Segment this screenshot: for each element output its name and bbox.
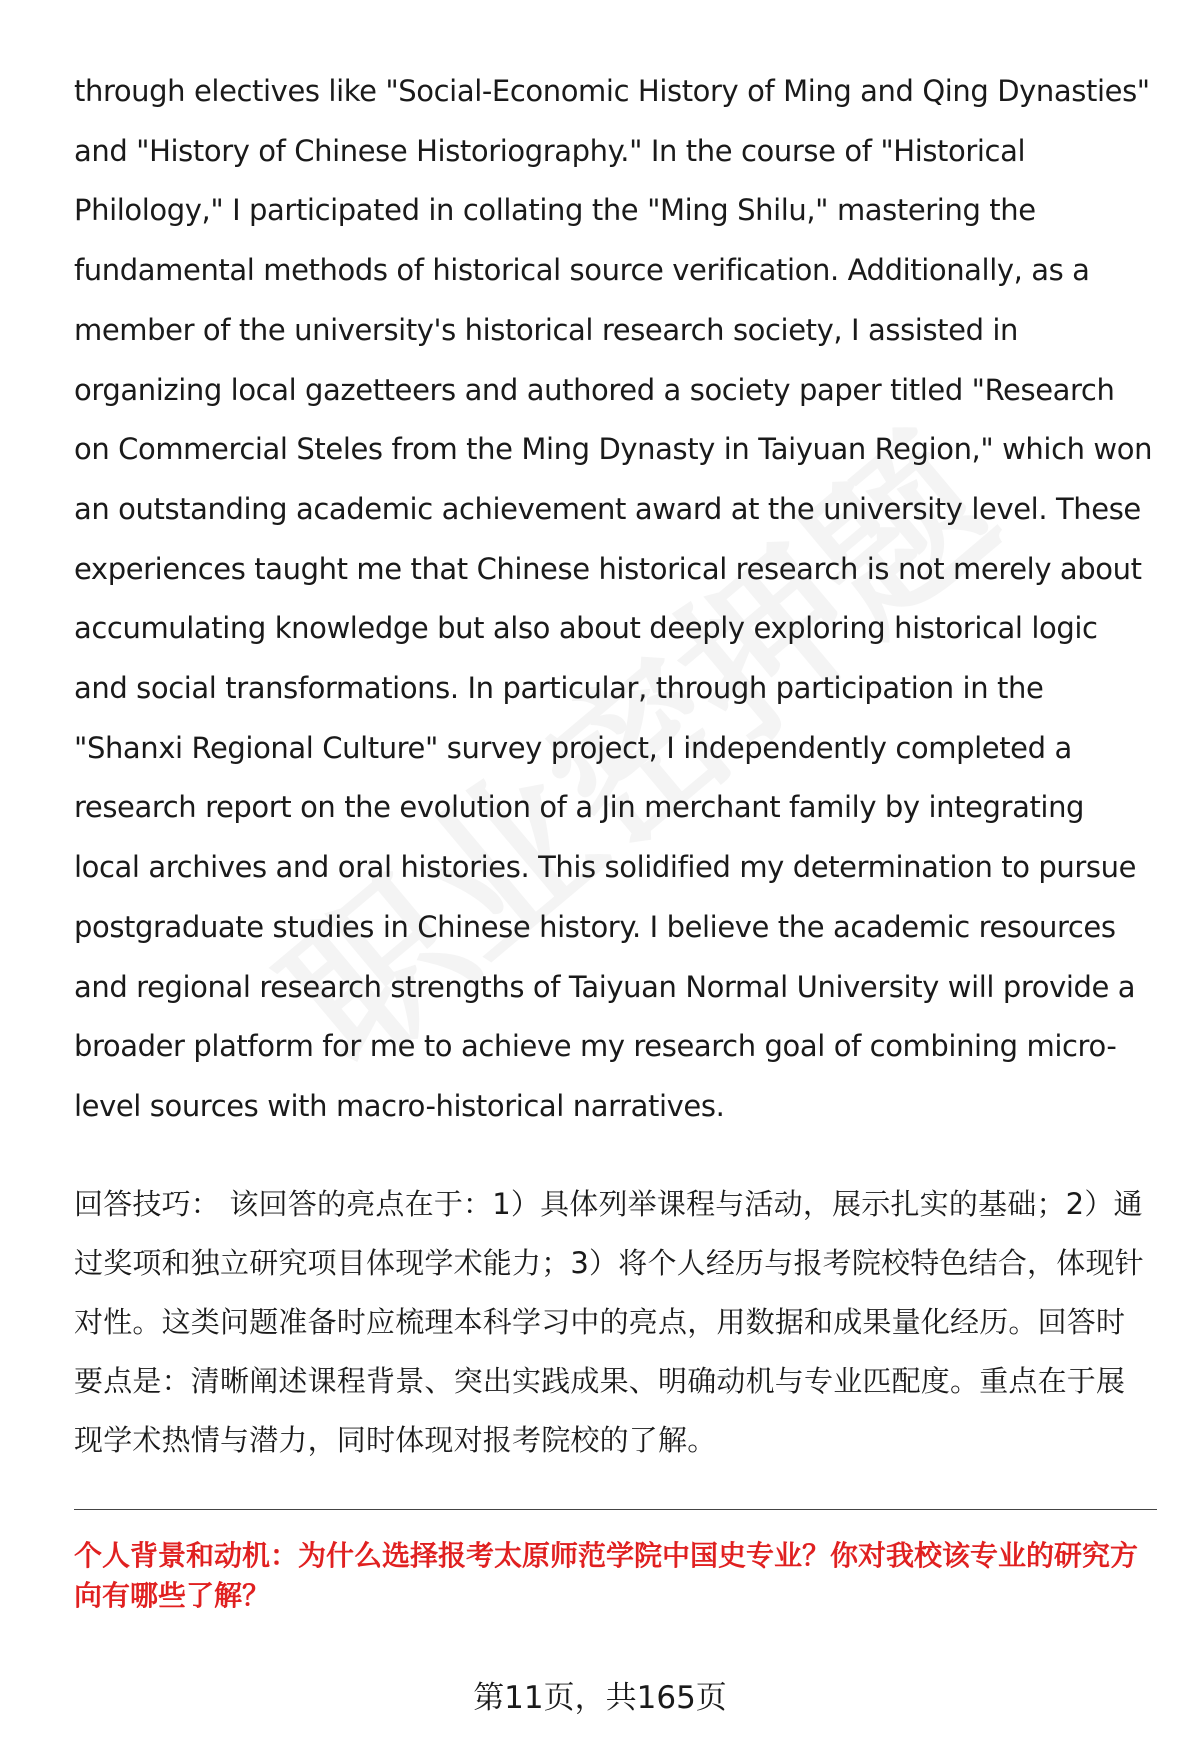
next-question-heading: 个人背景和动机：为什么选择报考太原师范学院中国史专业？你对我校该专业的研究方向有哪些了解？	[74, 1539, 1139, 1612]
page-number: 第11页，共165页	[473, 1680, 727, 1716]
answer-body-paragraph: through electives like "Social-Economic History of Ming and Qing Dynasties" and "History of Chinese Historiography." In the course of "Historical Philology," I participated in collating the "Ming Shilu," mastering the fundamental methods of historical source verification. Additionally, as a member of the university's historical research society, I assisted in organizing local gazetteers and authored a society paper titled "Research on Commercial Steles from the Ming Dynasty in Taiyuan Region," which won an outstanding academic achievement award at the university level. These experiences taught me that Chinese historical research is not merely about accumulating knowledge but also about deeply exploring historical logic and social transformations. In particular, through participation in the "Shanxi Regional Culture" survey project, I independently completed a research report on the evolution of a Jin merchant family by integrating local archives and oral histories. This solidified my determination to pursue postgraduate studies in Chinese history. I believe the academic resources and regional research strengths of Taiyuan Normal University will provide a broader platform for me to achieve my research goal of combining micro-level sources with macro-historical narratives.	[74, 74, 1153, 1123]
answer-tips-paragraph: 回答技巧： 该回答的亮点在于：1）具体列举课程与活动，展示扎实的基础；2）通过奖项和独立研究项目体现学术能力；3）将个人经历与报考院校特色结合，体现针对性。这类问题准备时应梳理本科学习中的亮点，用数据和成果量化经历。回答时要点是：清晰阐述课程背景、突出实践成果、明确动机与专业匹配度。重点在于展现学术热情与潜力，同时体现对报考院校的了解。	[74, 1186, 1144, 1457]
page-content	[74, 62, 1154, 1470]
section-divider	[74, 1509, 1157, 1510]
